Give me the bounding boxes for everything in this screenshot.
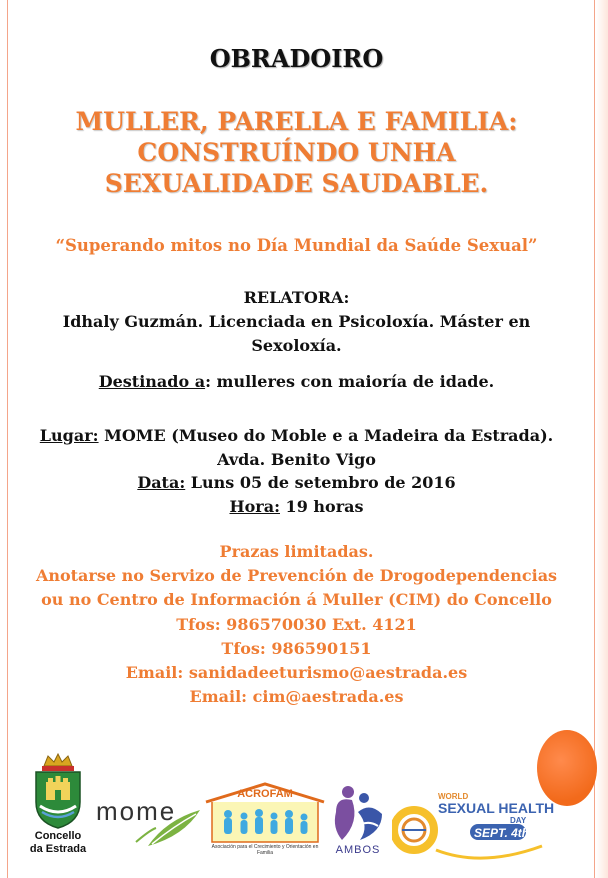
registration-info	[14, 540, 579, 709]
leaf-icon	[96, 780, 206, 850]
audience-text: : mulleres con maioría de idade.	[205, 372, 495, 391]
time-label: Hora:	[229, 496, 280, 516]
sponsor-logos	[0, 740, 608, 878]
coat-of-arms-icon	[22, 752, 94, 830]
phone-1: Tfos: 986570030 Ext. 4121	[176, 614, 417, 634]
time-text: 19 horas	[279, 496, 364, 516]
acrofam-name: ACROFAM	[237, 788, 293, 800]
ambos-logo	[330, 782, 390, 862]
poster-heading: OBRADOIRO	[209, 44, 384, 73]
acrofam-subtitle: Asociación para el Crecimiento y Orientación en Familia	[211, 844, 319, 856]
wshd-day-text: DAY	[510, 816, 527, 825]
ambos-name: AMBOS	[335, 844, 381, 856]
speaker-line-1: Idhaly Guzmán. Licenciada en Psicoloxía. Máster en	[62, 312, 531, 331]
subtitle-quote: “Superando mitos no Día Mundial da Saúde Sexual”	[55, 236, 538, 255]
headline-line-3: SEXUALIDADE SAUDABLE.	[104, 169, 489, 198]
headline-line-1: MULLER, PARELLA E FAMILIA:	[75, 107, 518, 136]
date-label: Data:	[137, 473, 186, 492]
time-line	[14, 495, 579, 519]
register-line-2: ou no Centro de Información á Muller (CIM) do Concello	[41, 590, 552, 610]
headline-line-2: CONSTRUÍNDO UNHA	[137, 138, 456, 167]
place-label: Lugar:	[39, 426, 99, 445]
place-text: MOME (Museo do Moble e a Madeira da Estrada).	[98, 426, 554, 445]
mome-logo	[96, 780, 206, 850]
wshd-date-text: SEPT. 4th	[474, 826, 530, 840]
concello-logo	[22, 752, 94, 862]
concello-label-line-1: Concello	[34, 830, 82, 842]
mome-wordmark: mome	[96, 796, 177, 826]
date-line	[14, 471, 579, 495]
poster-headline	[14, 106, 579, 199]
audience-line	[14, 372, 579, 391]
email-1[interactable]: Email: sanidadeeturismo@aestrada.es	[125, 663, 468, 683]
acrofam-logo	[202, 782, 328, 860]
speaker-label: RELATORA:	[243, 288, 350, 307]
concello-label	[22, 830, 94, 856]
wshd-world-text: WORLD	[438, 792, 469, 801]
place-line-2: Avda. Benito Vigo	[217, 449, 376, 469]
speaker-line-2: Sexoloxía.	[251, 336, 342, 355]
speaker-block	[14, 286, 579, 358]
concello-label-line-2: da Estrada	[29, 843, 87, 855]
wshd-title-text: SEXUAL HEALTH	[438, 800, 555, 816]
email-2[interactable]: Email: cim@aestrada.es	[189, 687, 404, 707]
date-text: Luns 05 de setembro de 2016	[185, 473, 456, 492]
place-line	[14, 424, 579, 448]
event-details	[14, 424, 579, 518]
register-line-1: Anotarse no Servizo de Prevención de Drogodependencias	[35, 566, 558, 586]
phone-2: Tfos: 986590151	[221, 638, 372, 658]
audience-label: Destinado a	[98, 372, 206, 391]
limited-places: Prazas limitadas.	[219, 542, 374, 561]
ambos-symbol-icon	[330, 782, 390, 844]
world-sexual-health-day-logo	[392, 790, 558, 870]
